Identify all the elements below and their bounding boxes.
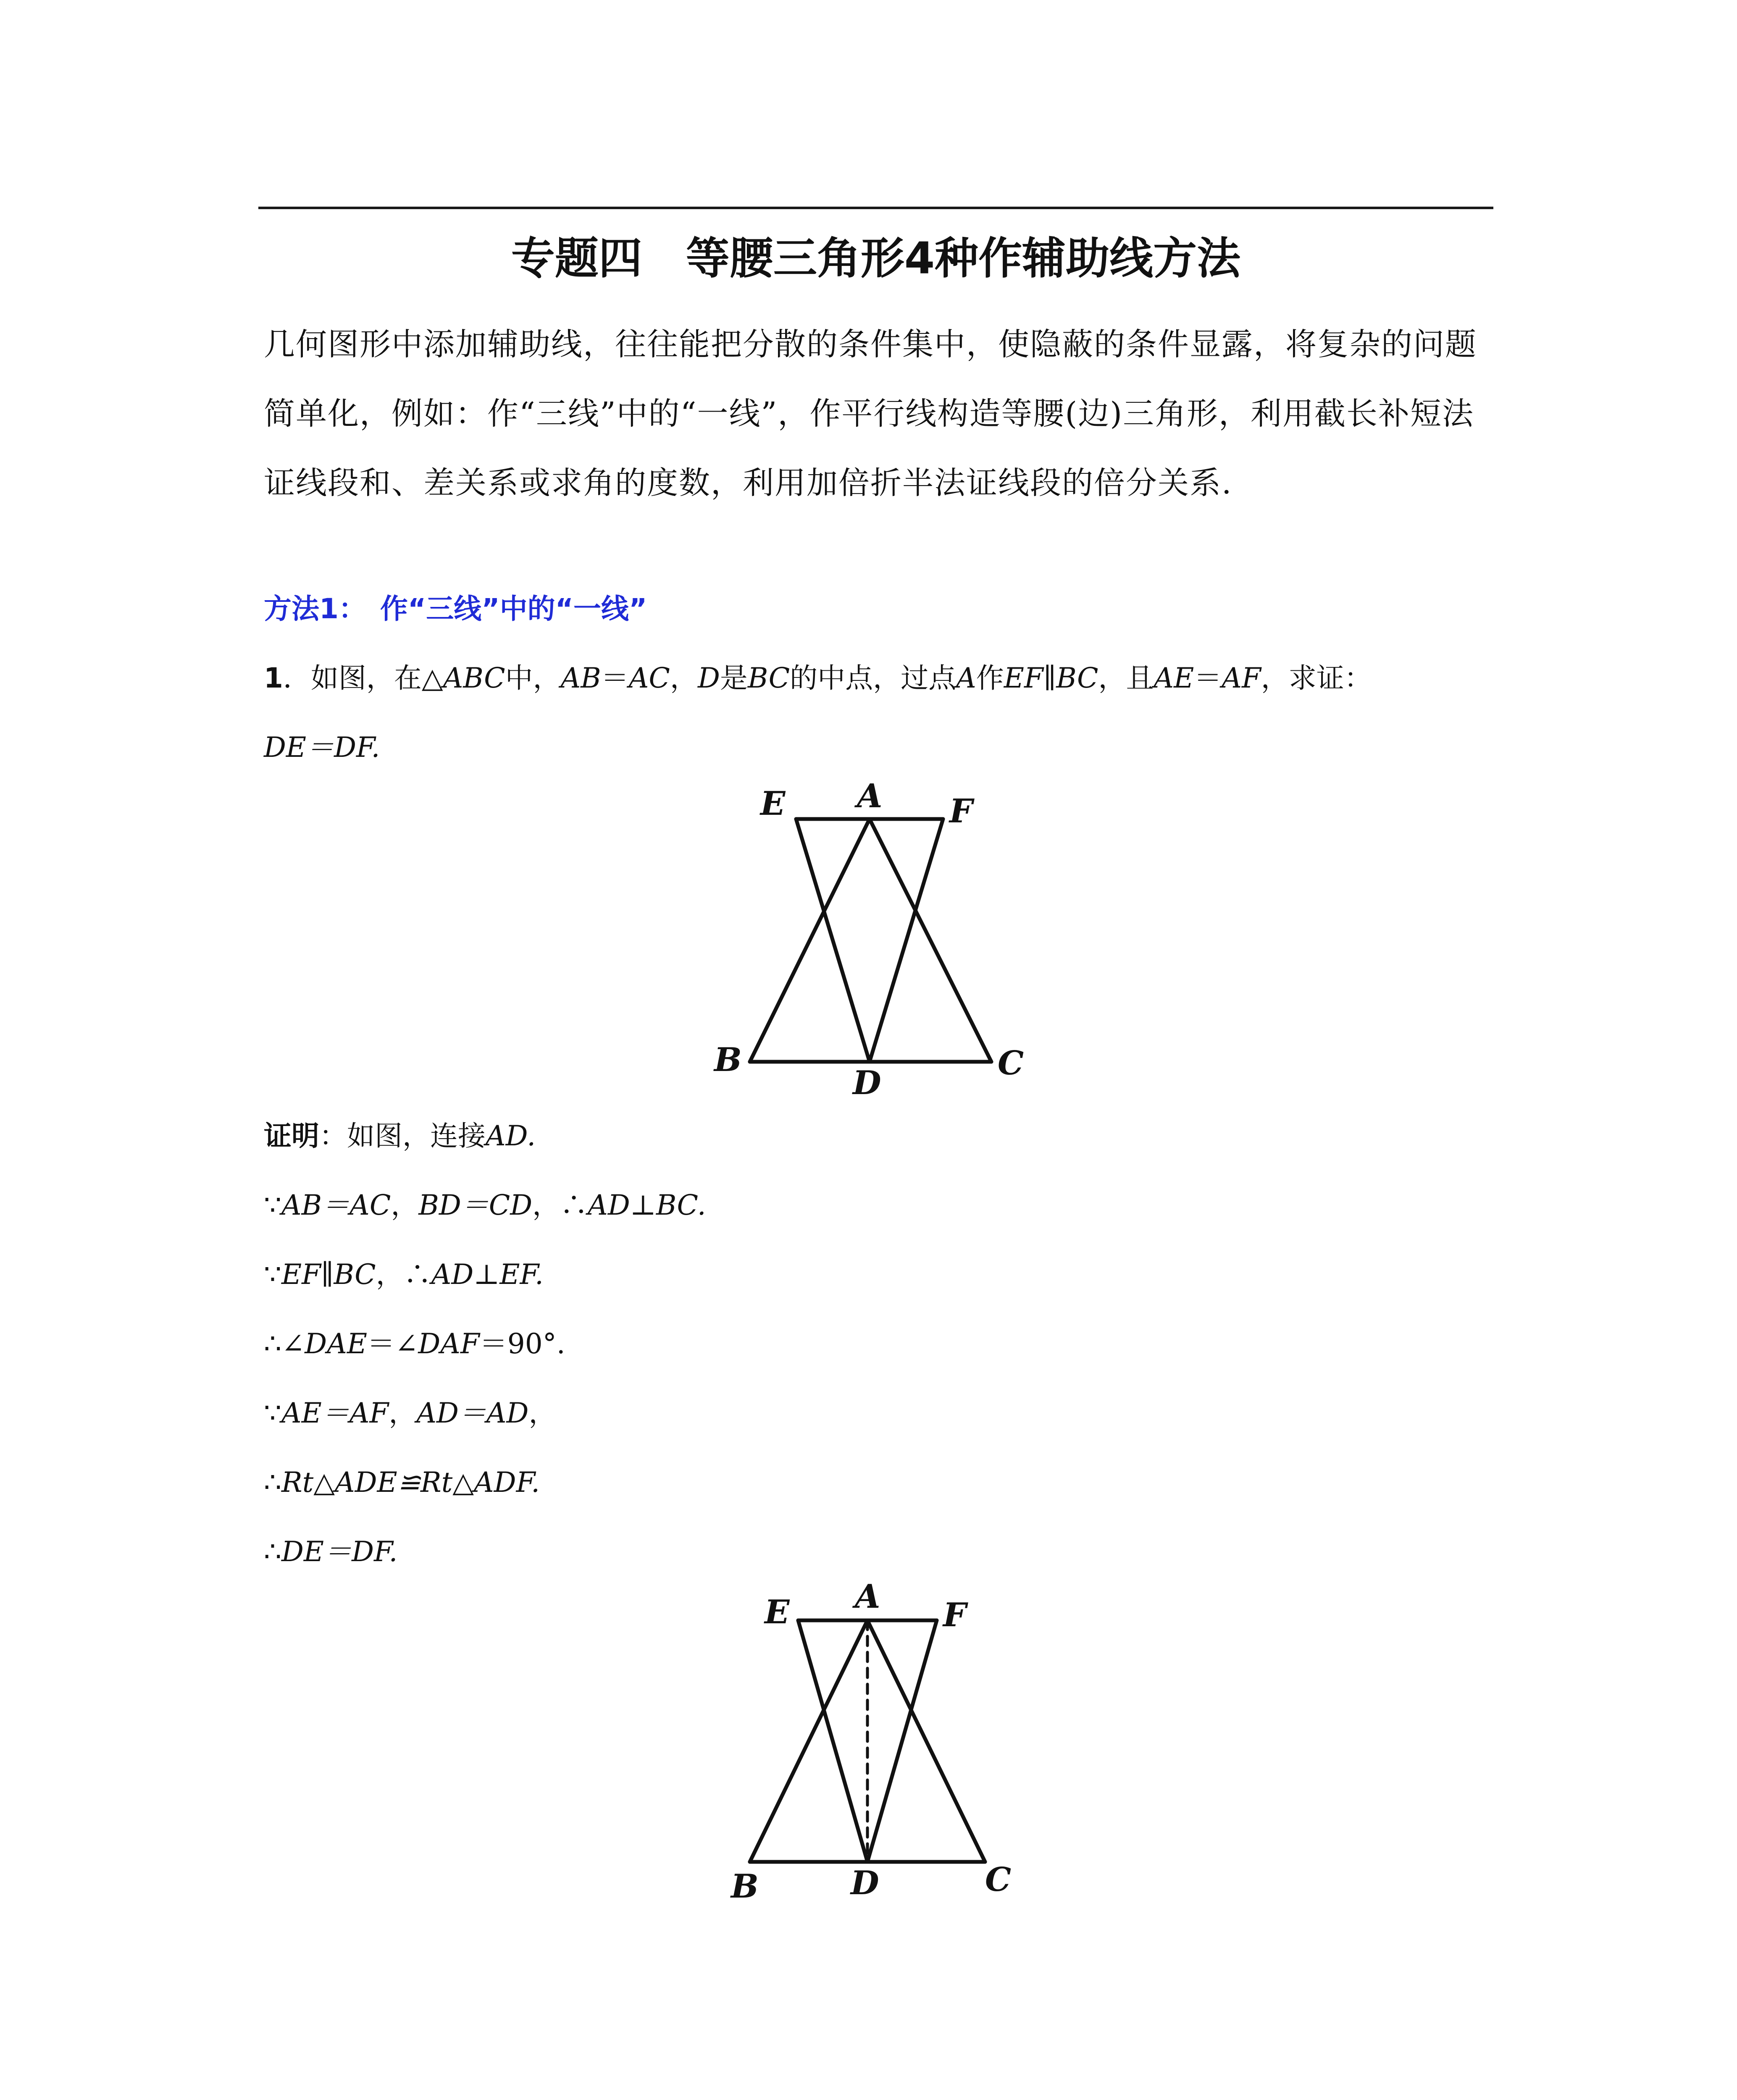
proof-text: AD. bbox=[486, 1120, 536, 1152]
proof-text: ∴∠ bbox=[264, 1328, 305, 1360]
label-C: C bbox=[985, 1861, 1012, 1898]
proof-text: AE＝AF bbox=[281, 1397, 389, 1429]
label-A: A bbox=[855, 1578, 880, 1616]
segment-ED bbox=[796, 819, 870, 1062]
proof-text: ， bbox=[389, 1397, 417, 1429]
problem-text: AE bbox=[1154, 662, 1194, 694]
proof-text: AD⊥EF. bbox=[431, 1258, 544, 1291]
proof-line-0 bbox=[264, 1115, 536, 1157]
proof-text: ∴ bbox=[264, 1466, 281, 1499]
label-C: C bbox=[998, 1044, 1024, 1082]
top-rule bbox=[258, 207, 1493, 209]
label-D: D bbox=[853, 1064, 881, 1096]
proof-line-2 bbox=[264, 1254, 544, 1296]
problem-text: A bbox=[956, 662, 976, 694]
problem-1-line-1 bbox=[264, 657, 1372, 699]
label-B: B bbox=[731, 1867, 759, 1898]
proof-text: ∵ bbox=[264, 1258, 281, 1291]
problem-text: ABC bbox=[443, 662, 505, 694]
problem-text: BC bbox=[747, 662, 790, 694]
problem-text: AF bbox=[1222, 662, 1261, 694]
proof-line-1 bbox=[264, 1184, 706, 1226]
problem-text: ，且 bbox=[1098, 662, 1154, 694]
proof-text: AD＝AD bbox=[416, 1397, 529, 1429]
problem-text: ，求证： bbox=[1261, 662, 1372, 694]
method-1-heading: 方法1： 作“三线”中的“一线” bbox=[264, 593, 647, 625]
problem-text: D bbox=[697, 662, 720, 694]
problem-text: ＝ bbox=[601, 662, 629, 694]
proof-text: ， bbox=[391, 1189, 419, 1221]
label-E: E bbox=[765, 1593, 790, 1631]
problem-text: AC bbox=[628, 662, 670, 694]
proof-text: BD＝CD bbox=[418, 1189, 533, 1221]
proof-text: ＝90°. bbox=[479, 1328, 565, 1360]
problem-text: 是 bbox=[720, 662, 748, 694]
problem-text: ＝ bbox=[1194, 662, 1222, 694]
proof-text: Rt△ADE≌Rt△ADF. bbox=[281, 1466, 540, 1499]
proof-text: DAE bbox=[305, 1328, 368, 1360]
proof-line-5 bbox=[264, 1462, 540, 1504]
proof-text: ，∴ bbox=[532, 1189, 588, 1221]
proof-text: ，∴ bbox=[376, 1258, 431, 1291]
proof-text: EF∥BC bbox=[281, 1258, 376, 1291]
segment-AB bbox=[750, 819, 870, 1062]
proof-heading: 证明 bbox=[264, 1120, 319, 1152]
proof-text: ， bbox=[528, 1397, 557, 1429]
proof-text: DAF bbox=[418, 1328, 480, 1360]
problem-text: 的中点，过点 bbox=[790, 662, 957, 694]
figure-1 bbox=[693, 769, 1038, 1096]
page-title: 专题四 等腰三角形4种作辅助线方法 bbox=[511, 233, 1241, 284]
problem-text: AB bbox=[560, 662, 601, 694]
intro-paragraph: 几何图形中添加辅助线，往往能把分散的条件集中，使隐蔽的条件显露，将复杂的问题简单化，例如：作“三线”中的“一线”，作平行线构造等腰(边)三角形，利用截长补短法证线段和、差关系或求角的度数，利用加倍折半法证线段的倍分关系. bbox=[264, 326, 1477, 501]
proof-text: ∵ bbox=[264, 1397, 281, 1429]
proof-line-4 bbox=[264, 1392, 556, 1434]
proof-text: ：如图，连接 bbox=[319, 1120, 486, 1152]
problem-1-line-2 bbox=[264, 727, 380, 769]
proof-line-3 bbox=[264, 1323, 565, 1365]
proof-line-6 bbox=[264, 1531, 398, 1573]
label-A: A bbox=[857, 777, 883, 815]
label-F: F bbox=[949, 792, 973, 830]
problem-conclusion: DE＝DF. bbox=[264, 731, 380, 764]
label-B: B bbox=[714, 1041, 742, 1079]
proof-text: ∴ bbox=[264, 1536, 281, 1568]
label-F: F bbox=[943, 1596, 967, 1634]
problem-text: EF bbox=[1004, 662, 1043, 694]
problem-text: 作 bbox=[976, 662, 1004, 694]
proof-text: DE＝DF. bbox=[281, 1536, 398, 1568]
proof-text: ∵ bbox=[264, 1189, 281, 1221]
figure-2 bbox=[693, 1571, 1038, 1898]
label-D: D bbox=[851, 1864, 879, 1898]
proof-text: AB＝AC bbox=[281, 1189, 391, 1221]
problem-text: 中， bbox=[505, 662, 561, 694]
proof-text: AD⊥BC. bbox=[588, 1189, 706, 1221]
problem-text: ．如图，在△ bbox=[283, 662, 443, 694]
problem-text: ∥ bbox=[1043, 662, 1056, 694]
problem-text: BC bbox=[1056, 662, 1098, 694]
label-E: E bbox=[760, 785, 786, 823]
problem-number: 1 bbox=[264, 662, 283, 694]
proof-text: ＝∠ bbox=[367, 1328, 418, 1360]
problem-text: ， bbox=[670, 662, 698, 694]
